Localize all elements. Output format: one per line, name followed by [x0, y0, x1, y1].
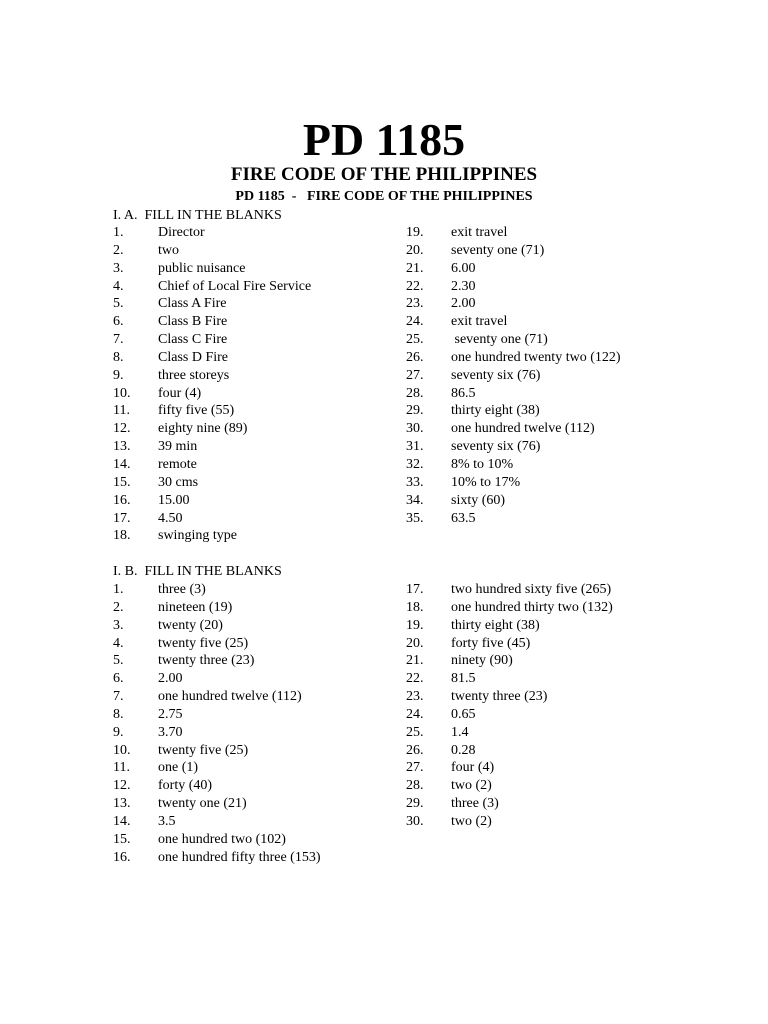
answer-item — [406, 420, 706, 438]
item-answer: 10% to 17% — [451, 474, 521, 490]
answer-item — [113, 831, 373, 849]
item-number: 11. — [113, 760, 130, 776]
answer-item — [113, 706, 373, 724]
item-number: 13. — [113, 796, 131, 812]
answer-item — [113, 456, 373, 474]
answer-item — [113, 813, 373, 831]
item-number: 14. — [113, 813, 131, 829]
item-number: 7. — [113, 332, 124, 348]
answer-item — [406, 295, 706, 313]
answer-item — [113, 795, 373, 813]
answer-item — [113, 724, 373, 742]
answer-item — [406, 510, 706, 528]
item-number: 27. — [406, 367, 424, 383]
item-answer: twenty (20) — [158, 617, 223, 633]
section-a-heading: I. A. FILL IN THE BLANKS — [113, 208, 282, 223]
item-answer: 8% to 10% — [451, 456, 514, 472]
item-number: 9. — [113, 724, 124, 740]
answer-item — [113, 599, 373, 617]
item-number: 15. — [113, 831, 131, 847]
item-number: 5. — [113, 296, 124, 312]
answer-item — [113, 242, 373, 260]
item-number: 17. — [406, 582, 424, 597]
answer-item — [406, 670, 706, 688]
item-number: 26. — [406, 742, 424, 758]
item-answer: one hundred twenty two (122) — [451, 349, 621, 365]
item-number: 33. — [406, 474, 424, 490]
answer-item — [113, 331, 373, 349]
item-answer: Chief of Local Fire Service — [158, 278, 312, 294]
answer-item — [113, 849, 373, 867]
item-answer: 2.00 — [451, 296, 476, 312]
item-number: 34. — [406, 492, 424, 508]
answer-item — [406, 599, 706, 617]
item-answer: three storeys — [158, 367, 230, 383]
answer-item — [406, 777, 706, 795]
document-title: PD 1185 — [302, 114, 466, 165]
answer-item — [406, 224, 706, 242]
item-answer: Class D Fire — [158, 349, 228, 365]
item-number: 8. — [113, 349, 124, 365]
item-number: 35. — [406, 510, 424, 526]
item-number: 13. — [113, 439, 131, 455]
answer-item — [406, 581, 706, 599]
item-answer: remote — [158, 456, 197, 472]
item-number: 12. — [113, 778, 131, 794]
item-answer: two hundred sixty five (265) — [451, 582, 612, 597]
answer-item — [406, 402, 706, 420]
answer-item — [113, 492, 373, 510]
item-number: 1. — [113, 225, 124, 240]
item-number: 10. — [113, 385, 131, 401]
answer-item — [113, 527, 373, 545]
item-number: 2. — [113, 242, 124, 258]
item-answer: 63.5 — [451, 510, 476, 526]
document-subtitle-2: PD 1185 - FIRE CODE OF THE PHILIPPINES — [235, 189, 533, 204]
answer-item — [113, 402, 373, 420]
item-answer: 2.30 — [451, 278, 476, 294]
item-answer: 2.75 — [158, 706, 183, 722]
item-number: 25. — [406, 724, 424, 740]
item-number: 29. — [406, 796, 424, 812]
item-number: 6. — [113, 314, 124, 330]
item-answer: seventy one (71) — [451, 242, 545, 258]
item-number: 8. — [113, 706, 124, 722]
item-answer: Class A Fire — [158, 296, 227, 312]
section-a-left-list — [113, 224, 373, 545]
item-number: 5. — [113, 653, 124, 669]
item-number: 30. — [406, 421, 424, 437]
item-number: 21. — [406, 260, 424, 276]
answer-item — [113, 581, 373, 599]
item-number: 18. — [406, 599, 424, 615]
item-number: 10. — [113, 742, 131, 758]
item-answer: thirty eight (38) — [451, 617, 540, 633]
item-answer: Class B Fire — [158, 314, 228, 330]
answer-item — [406, 385, 706, 403]
answer-item — [406, 313, 706, 331]
answer-item — [406, 724, 706, 742]
item-answer: forty (40) — [158, 778, 213, 794]
answer-item — [406, 652, 706, 670]
item-answer: twenty five (25) — [158, 742, 249, 758]
item-answer: two (2) — [451, 813, 492, 829]
item-answer: 4.50 — [158, 510, 183, 526]
item-number: 31. — [406, 439, 424, 455]
item-answer: Class C Fire — [158, 332, 228, 348]
item-number: 2. — [113, 599, 124, 615]
item-number: 29. — [406, 403, 424, 419]
item-number: 4. — [113, 635, 124, 651]
answer-item — [113, 652, 373, 670]
answer-item — [406, 492, 706, 510]
answer-item — [406, 260, 706, 278]
item-number: 16. — [113, 849, 131, 865]
item-number: 28. — [406, 778, 424, 794]
item-answer: one hundred twelve (112) — [158, 689, 302, 705]
item-answer: forty five (45) — [451, 635, 531, 651]
answer-item — [406, 688, 706, 706]
answer-item — [406, 635, 706, 653]
item-number: 22. — [406, 671, 424, 687]
item-answer: Director — [158, 225, 205, 240]
answer-item — [406, 795, 706, 813]
item-number: 19. — [406, 617, 424, 633]
item-answer: ninety (90) — [451, 653, 513, 669]
item-number: 4. — [113, 278, 124, 294]
item-answer: sixty (60) — [451, 492, 506, 508]
item-answer: seventy six (76) — [451, 367, 541, 383]
item-number: 32. — [406, 456, 424, 472]
item-number: 15. — [113, 474, 131, 490]
item-answer: four (4) — [451, 760, 495, 776]
item-number: 22. — [406, 278, 424, 294]
item-answer: twenty one (21) — [158, 796, 247, 812]
item-number: 23. — [406, 296, 424, 312]
item-number: 1. — [113, 582, 124, 597]
item-answer: two — [158, 242, 179, 258]
item-answer: 30 cms — [158, 474, 199, 490]
item-number: 18. — [113, 528, 131, 544]
answer-item — [406, 617, 706, 635]
answer-item — [113, 759, 373, 777]
item-number: 17. — [113, 510, 131, 526]
answer-item — [113, 313, 373, 331]
item-answer: fifty five (55) — [158, 403, 235, 419]
item-number: 6. — [113, 671, 124, 687]
answer-item — [406, 367, 706, 385]
item-answer: seventy six (76) — [451, 439, 541, 455]
answer-item — [113, 367, 373, 385]
item-answer: one hundred two (102) — [158, 831, 286, 847]
answer-item — [113, 742, 373, 760]
answer-item — [113, 670, 373, 688]
item-answer: 3.5 — [158, 813, 176, 829]
item-number: 24. — [406, 314, 424, 330]
item-number: 12. — [113, 421, 131, 437]
section-b-heading: I. B. FILL IN THE BLANKS — [113, 564, 282, 579]
item-answer: twenty five (25) — [158, 635, 249, 651]
answer-item — [406, 742, 706, 760]
answer-item — [406, 278, 706, 296]
item-number: 16. — [113, 492, 131, 508]
answer-item — [406, 331, 706, 349]
item-number: 9. — [113, 367, 124, 383]
item-number: 20. — [406, 635, 424, 651]
answer-item — [113, 420, 373, 438]
item-number: 24. — [406, 706, 424, 722]
answer-item — [406, 474, 706, 492]
item-number: 3. — [113, 617, 124, 633]
item-answer: exit travel — [451, 314, 508, 330]
item-answer: nineteen (19) — [158, 599, 233, 615]
item-answer: thirty eight (38) — [451, 403, 540, 419]
answer-item — [113, 224, 373, 242]
item-number: 27. — [406, 760, 424, 776]
item-answer: one hundred fifty three (153) — [158, 849, 321, 865]
item-number: 21. — [406, 653, 424, 669]
item-answer: 0.65 — [451, 706, 476, 722]
item-answer: 1.4 — [451, 724, 469, 740]
item-number: 25. — [406, 332, 424, 348]
item-answer: twenty three (23) — [158, 653, 255, 669]
answer-item — [406, 242, 706, 260]
item-number: 3. — [113, 260, 124, 276]
answer-item — [113, 688, 373, 706]
answer-item — [113, 295, 373, 313]
answer-item — [406, 438, 706, 456]
item-number: 28. — [406, 385, 424, 401]
item-answer: 3.70 — [158, 724, 183, 740]
answer-item — [113, 278, 373, 296]
item-answer: four (4) — [158, 385, 202, 401]
answer-item — [113, 635, 373, 653]
item-number: 14. — [113, 456, 131, 472]
answer-item — [406, 349, 706, 367]
item-answer: public nuisance — [158, 260, 246, 276]
item-answer: twenty three (23) — [451, 689, 548, 705]
section-b-left-list — [113, 581, 373, 867]
item-answer: two (2) — [451, 778, 492, 794]
answer-item — [113, 438, 373, 456]
section-a-right-list — [406, 224, 706, 527]
item-answer: 15.00 — [158, 492, 190, 508]
item-answer: eighty nine (89) — [158, 421, 248, 437]
item-answer: three (3) — [451, 796, 499, 812]
item-answer: three (3) — [158, 582, 206, 597]
document-subtitle: FIRE CODE OF THE PHILIPPINES — [230, 164, 538, 185]
answer-item — [406, 759, 706, 777]
item-number: 23. — [406, 689, 424, 705]
section-b-right-list — [406, 581, 706, 831]
item-answer: 6.00 — [451, 260, 476, 276]
answer-item — [406, 456, 706, 474]
item-answer: 0.28 — [451, 742, 476, 758]
answer-item — [406, 706, 706, 724]
item-number: 11. — [113, 403, 130, 419]
item-number: 20. — [406, 242, 424, 258]
answer-item — [113, 385, 373, 403]
answer-item — [406, 813, 706, 831]
answer-item — [113, 349, 373, 367]
item-number: 7. — [113, 689, 124, 705]
item-answer: exit travel — [451, 225, 508, 240]
answer-item — [113, 474, 373, 492]
item-answer: swinging type — [158, 528, 237, 544]
item-number: 19. — [406, 225, 424, 240]
item-answer: one hundred thirty two (132) — [451, 599, 613, 615]
item-answer: 2.00 — [158, 671, 183, 687]
item-answer: 39 min — [158, 439, 198, 455]
item-number: 26. — [406, 349, 424, 365]
answer-item — [113, 617, 373, 635]
item-number: 30. — [406, 813, 424, 829]
item-answer: seventy one (71) — [451, 332, 548, 348]
answer-item — [113, 260, 373, 278]
item-answer: 86.5 — [451, 385, 476, 401]
item-answer: one (1) — [158, 760, 199, 776]
answer-item — [113, 510, 373, 528]
item-answer: 81.5 — [451, 671, 476, 687]
item-answer: one hundred twelve (112) — [451, 421, 595, 437]
answer-item — [113, 777, 373, 795]
